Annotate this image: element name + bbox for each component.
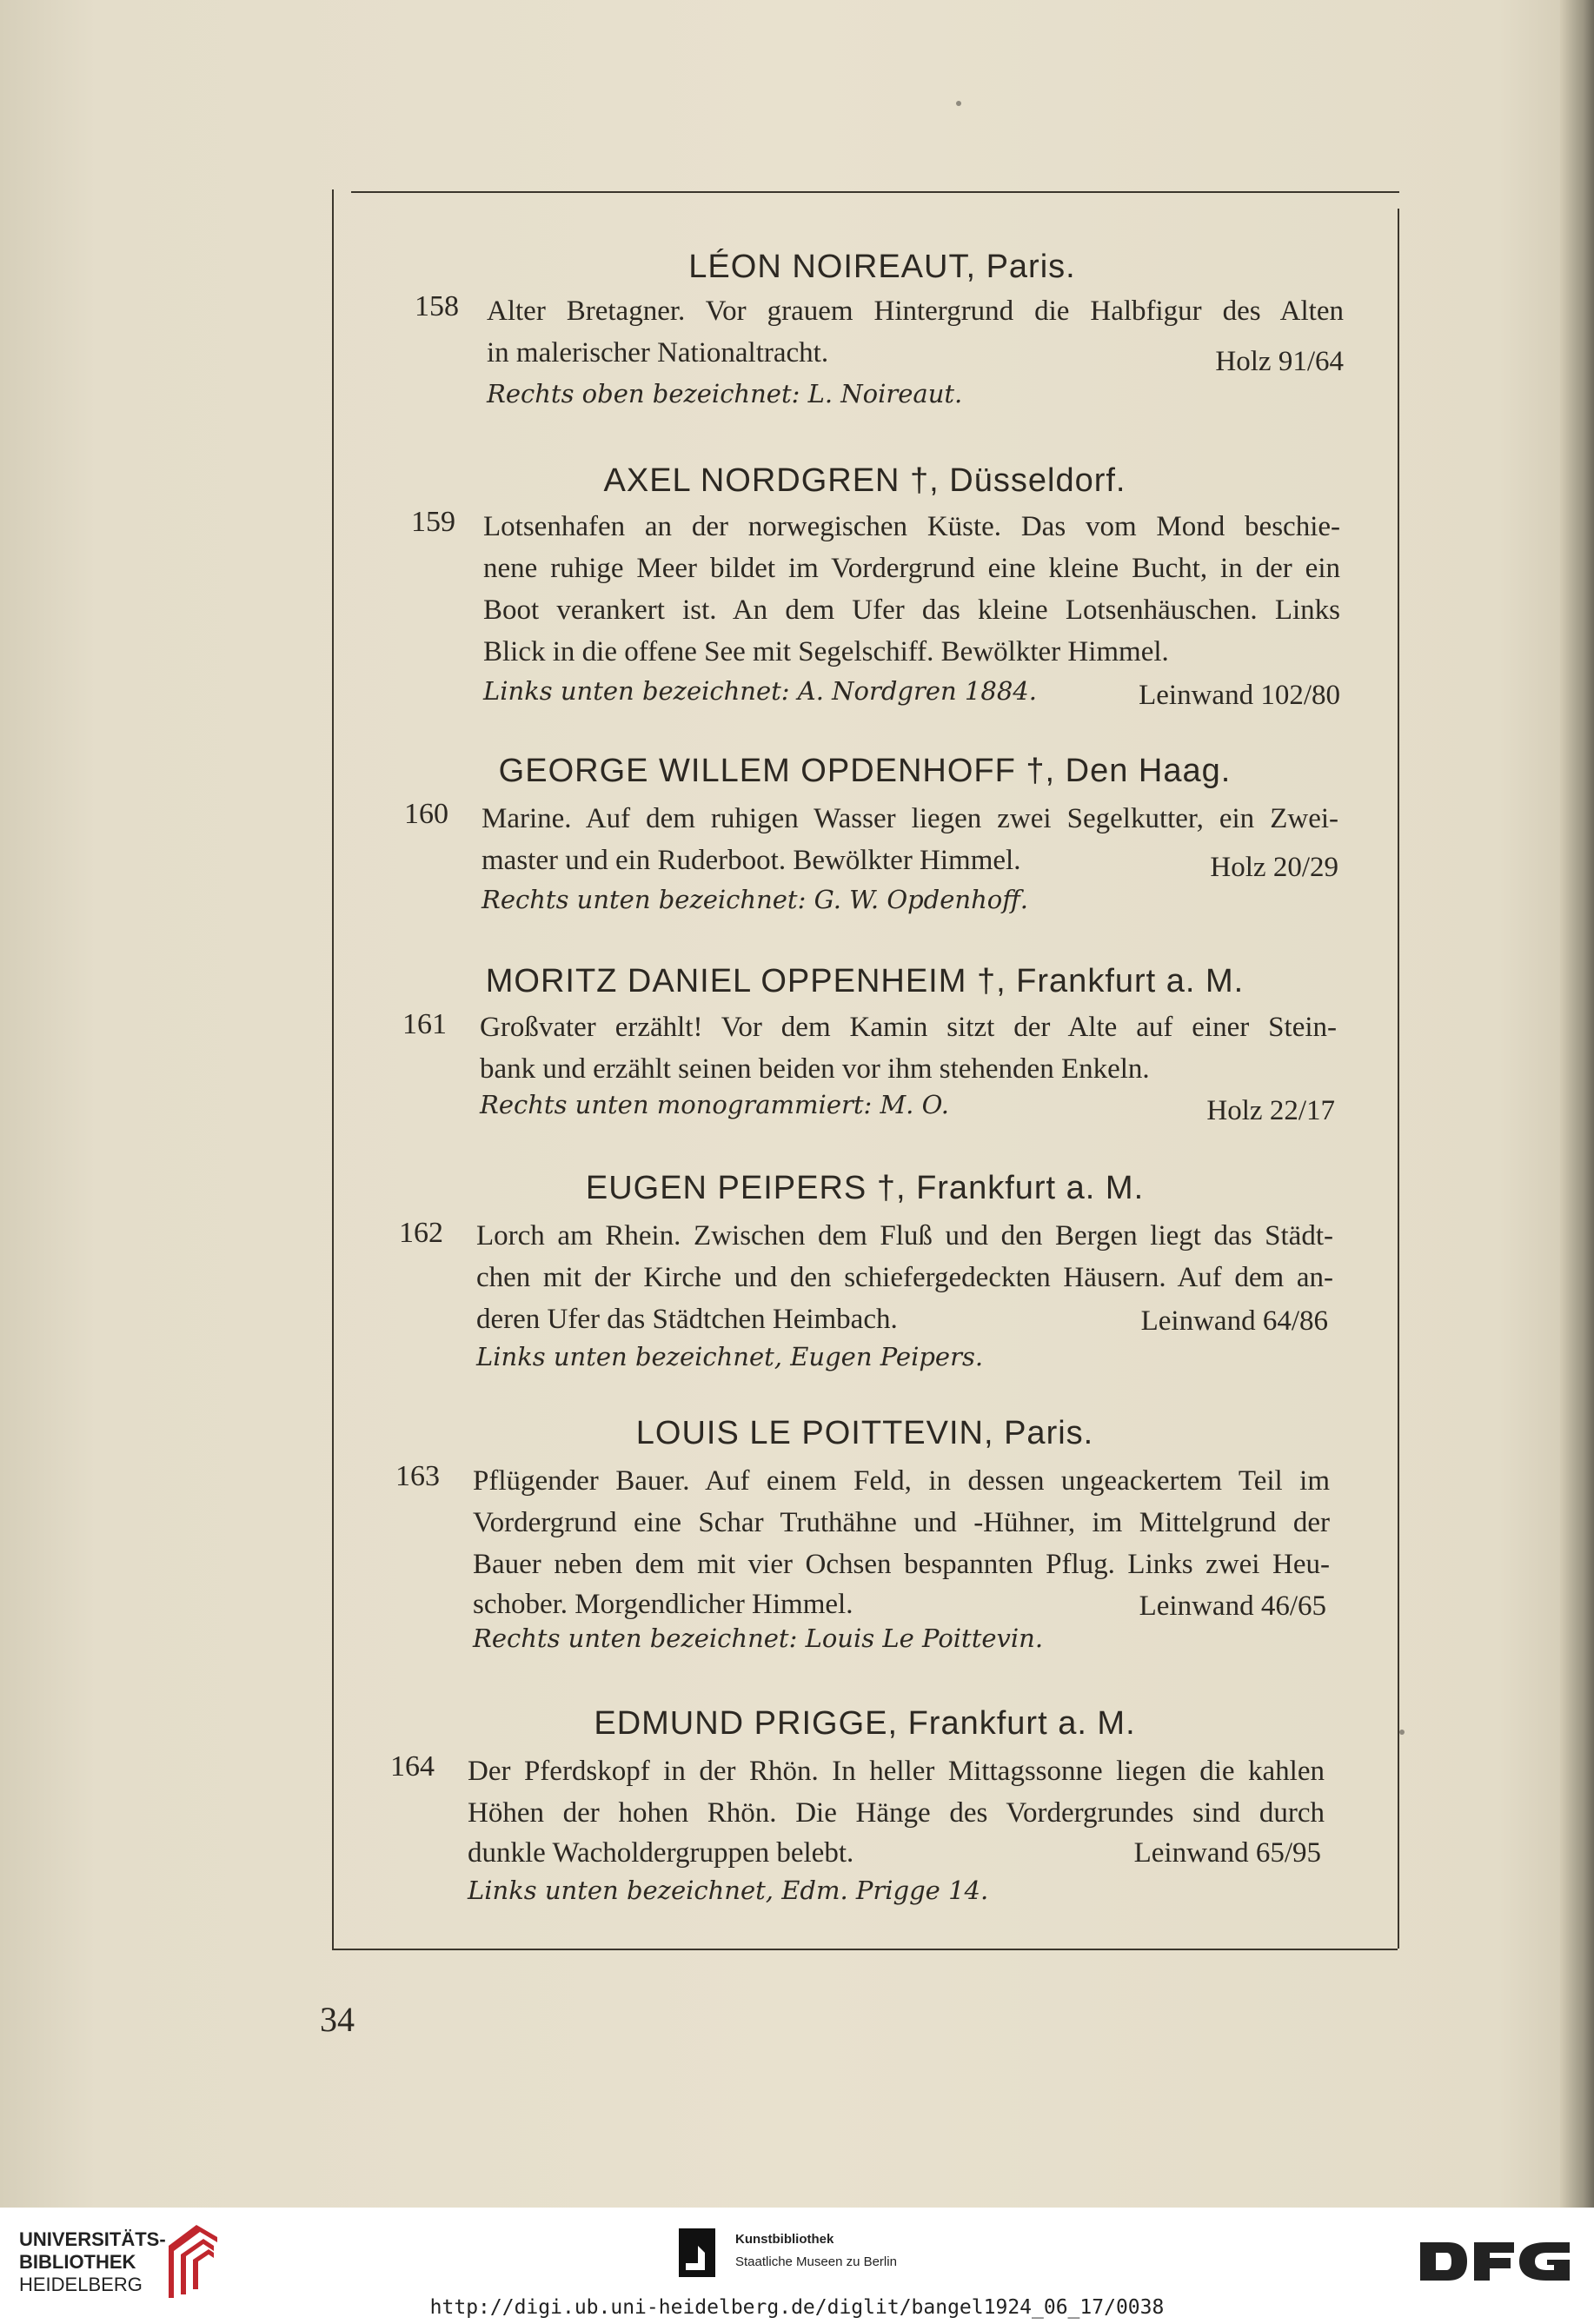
lot-number: 162 [399,1217,443,1249]
artist-heading: LOUIS LE POITTEVIN, Paris. [635,1415,1094,1451]
lot-number: 163 [395,1460,440,1492]
ub-logo-line1: UNIVERSITÄTS- [19,2228,166,2250]
paper-speck [956,101,961,106]
signature-note: Rechts unten bezeichnet: G. W. Opdenhoff. [482,885,1028,914]
page-edge [1560,0,1594,2208]
signature-note: Links unten bezeichnet, Edm. Prigge 14. [468,1876,989,1905]
description-line: dunkle Wacholdergruppen belebt. [468,1837,854,1869]
dfg-logo-icon[interactable] [1417,2237,1573,2286]
description-line: Lorch am Rhein. Zwischen dem Fluß und den Bergen liegt das Städt- [476,1220,1333,1252]
medium-dimensions: Holz 91/64 [1215,346,1344,377]
description-line: Der Pferdskopf in der Rhön. In heller Mittagssonne liegen die kahlen [468,1756,1325,1787]
description-line: master und ein Ruderboot. Bewölkter Himmel. [482,845,1021,876]
kb-name: Kunstbibliothek [735,2232,834,2247]
kunstbibliothek-logo-icon[interactable] [679,2228,715,2277]
lot-number: 158 [415,290,459,322]
kb-institution: Staatliche Museen zu Berlin [735,2254,897,2269]
description-line: Großvater erzählt! Vor dem Kamin sitzt der Alte auf einer Stein- [480,1012,1337,1043]
lot-number: 164 [390,1750,435,1783]
signature-note: Rechts unten monogrammiert: M. O. [480,1090,949,1119]
artist-heading: EDMUND PRIGGE, Frankfurt a. M. [594,1705,1136,1742]
signature-note: Rechts unten bezeichnet: Louis Le Poittevin. [473,1623,1044,1653]
description-line: in malerischer Nationaltracht. [487,337,829,369]
description-line: Pflügender Bauer. Auf einem Feld, in dessen ungeackertem Teil im [473,1465,1330,1497]
description-line: deren Ufer das Städtchen Heimbach. [476,1304,898,1335]
description-line: Marine. Auf dem ruhigen Wasser liegen zwei Segelkutter, ein Zwei- [482,803,1338,834]
description-line: Höhen der hohen Rhön. Die Hänge des Vordergrundes sind durch [468,1797,1325,1829]
description-line: schober. Morgendlicher Himmel. [473,1589,853,1620]
signature-note: Links unten bezeichnet: A. Nordgren 1884. [483,676,1037,706]
lot-number: 159 [411,506,455,538]
medium-dimensions: Leinwand 64/86 [1140,1305,1328,1337]
medium-dimensions: Holz 20/29 [1210,852,1338,883]
description-line: Alter Bretagner. Vor grauem Hintergrund die Halbfigur des Alten [487,295,1344,327]
description-line: Boot verankert ist. An dem Ufer das kleine Lotsenhäuschen. Links [483,594,1340,626]
artist-heading: LÉON NOIREAUT, Paris. [688,249,1076,285]
signature-note: Rechts oben bezeichnet: L. Noireaut. [487,379,963,408]
permalink-url[interactable]: http://digi.ub.uni-heidelberg.de/diglit/bangel1924_06_17/0038 [429,2296,1165,2319]
medium-dimensions: Leinwand 65/95 [1133,1837,1321,1869]
description-line: nene ruhige Meer bildet im Vordergrund eine kleine Bucht, in der ein [483,553,1340,584]
ub-emblem-icon [162,2220,224,2303]
kunstbibliothek-label [735,2228,897,2274]
description-line: Vordergrund eine Schar Truthähne und -Hühner, im Mittelgrund der [473,1507,1330,1538]
lot-number: 161 [402,1008,447,1040]
ub-logo-line2: BIBLIOTHEK [19,2251,136,2273]
signature-note: Links unten bezeichnet, Eugen Peipers. [476,1342,984,1371]
ub-heidelberg-logo[interactable] [19,2228,166,2296]
artist-heading: AXEL NORDGREN †, Düsseldorf. [603,462,1126,499]
artist-heading: EUGEN PEIPERS †, Frankfurt a. M. [585,1170,1145,1206]
description-line: Blick in die offene See mit Segelschiff. Bewölkter Himmel. [483,636,1169,667]
description-line: bank und erzählt seinen beiden vor ihm stehenden Enkeln. [480,1053,1150,1085]
lot-number: 160 [404,798,448,830]
digitization-footer [0,2208,1594,2324]
medium-dimensions: Holz 22/17 [1206,1095,1335,1126]
artist-heading: GEORGE WILLEM OPDENHOFF †, Den Haag. [498,753,1232,789]
paper-speck [1399,1730,1405,1735]
medium-dimensions: Leinwand 102/80 [1139,680,1340,711]
artist-heading: MORITZ DANIEL OPPENHEIM †, Frankfurt a. M. [485,963,1245,999]
description-line: Lotsenhafen an der norwegischen Küste. Das vom Mond beschie- [483,511,1340,542]
description-line: Bauer neben dem mit vier Ochsen bespannten Pflug. Links zwei Heu- [473,1549,1330,1580]
description-line: chen mit der Kirche und den schiefergedeckten Häusern. Auf dem an- [476,1262,1333,1293]
frame-top-rule [351,191,1399,193]
page-number: 34 [320,2000,355,2039]
medium-dimensions: Leinwand 46/65 [1139,1590,1326,1622]
ub-logo-line3: HEIDELBERG [19,2274,143,2295]
